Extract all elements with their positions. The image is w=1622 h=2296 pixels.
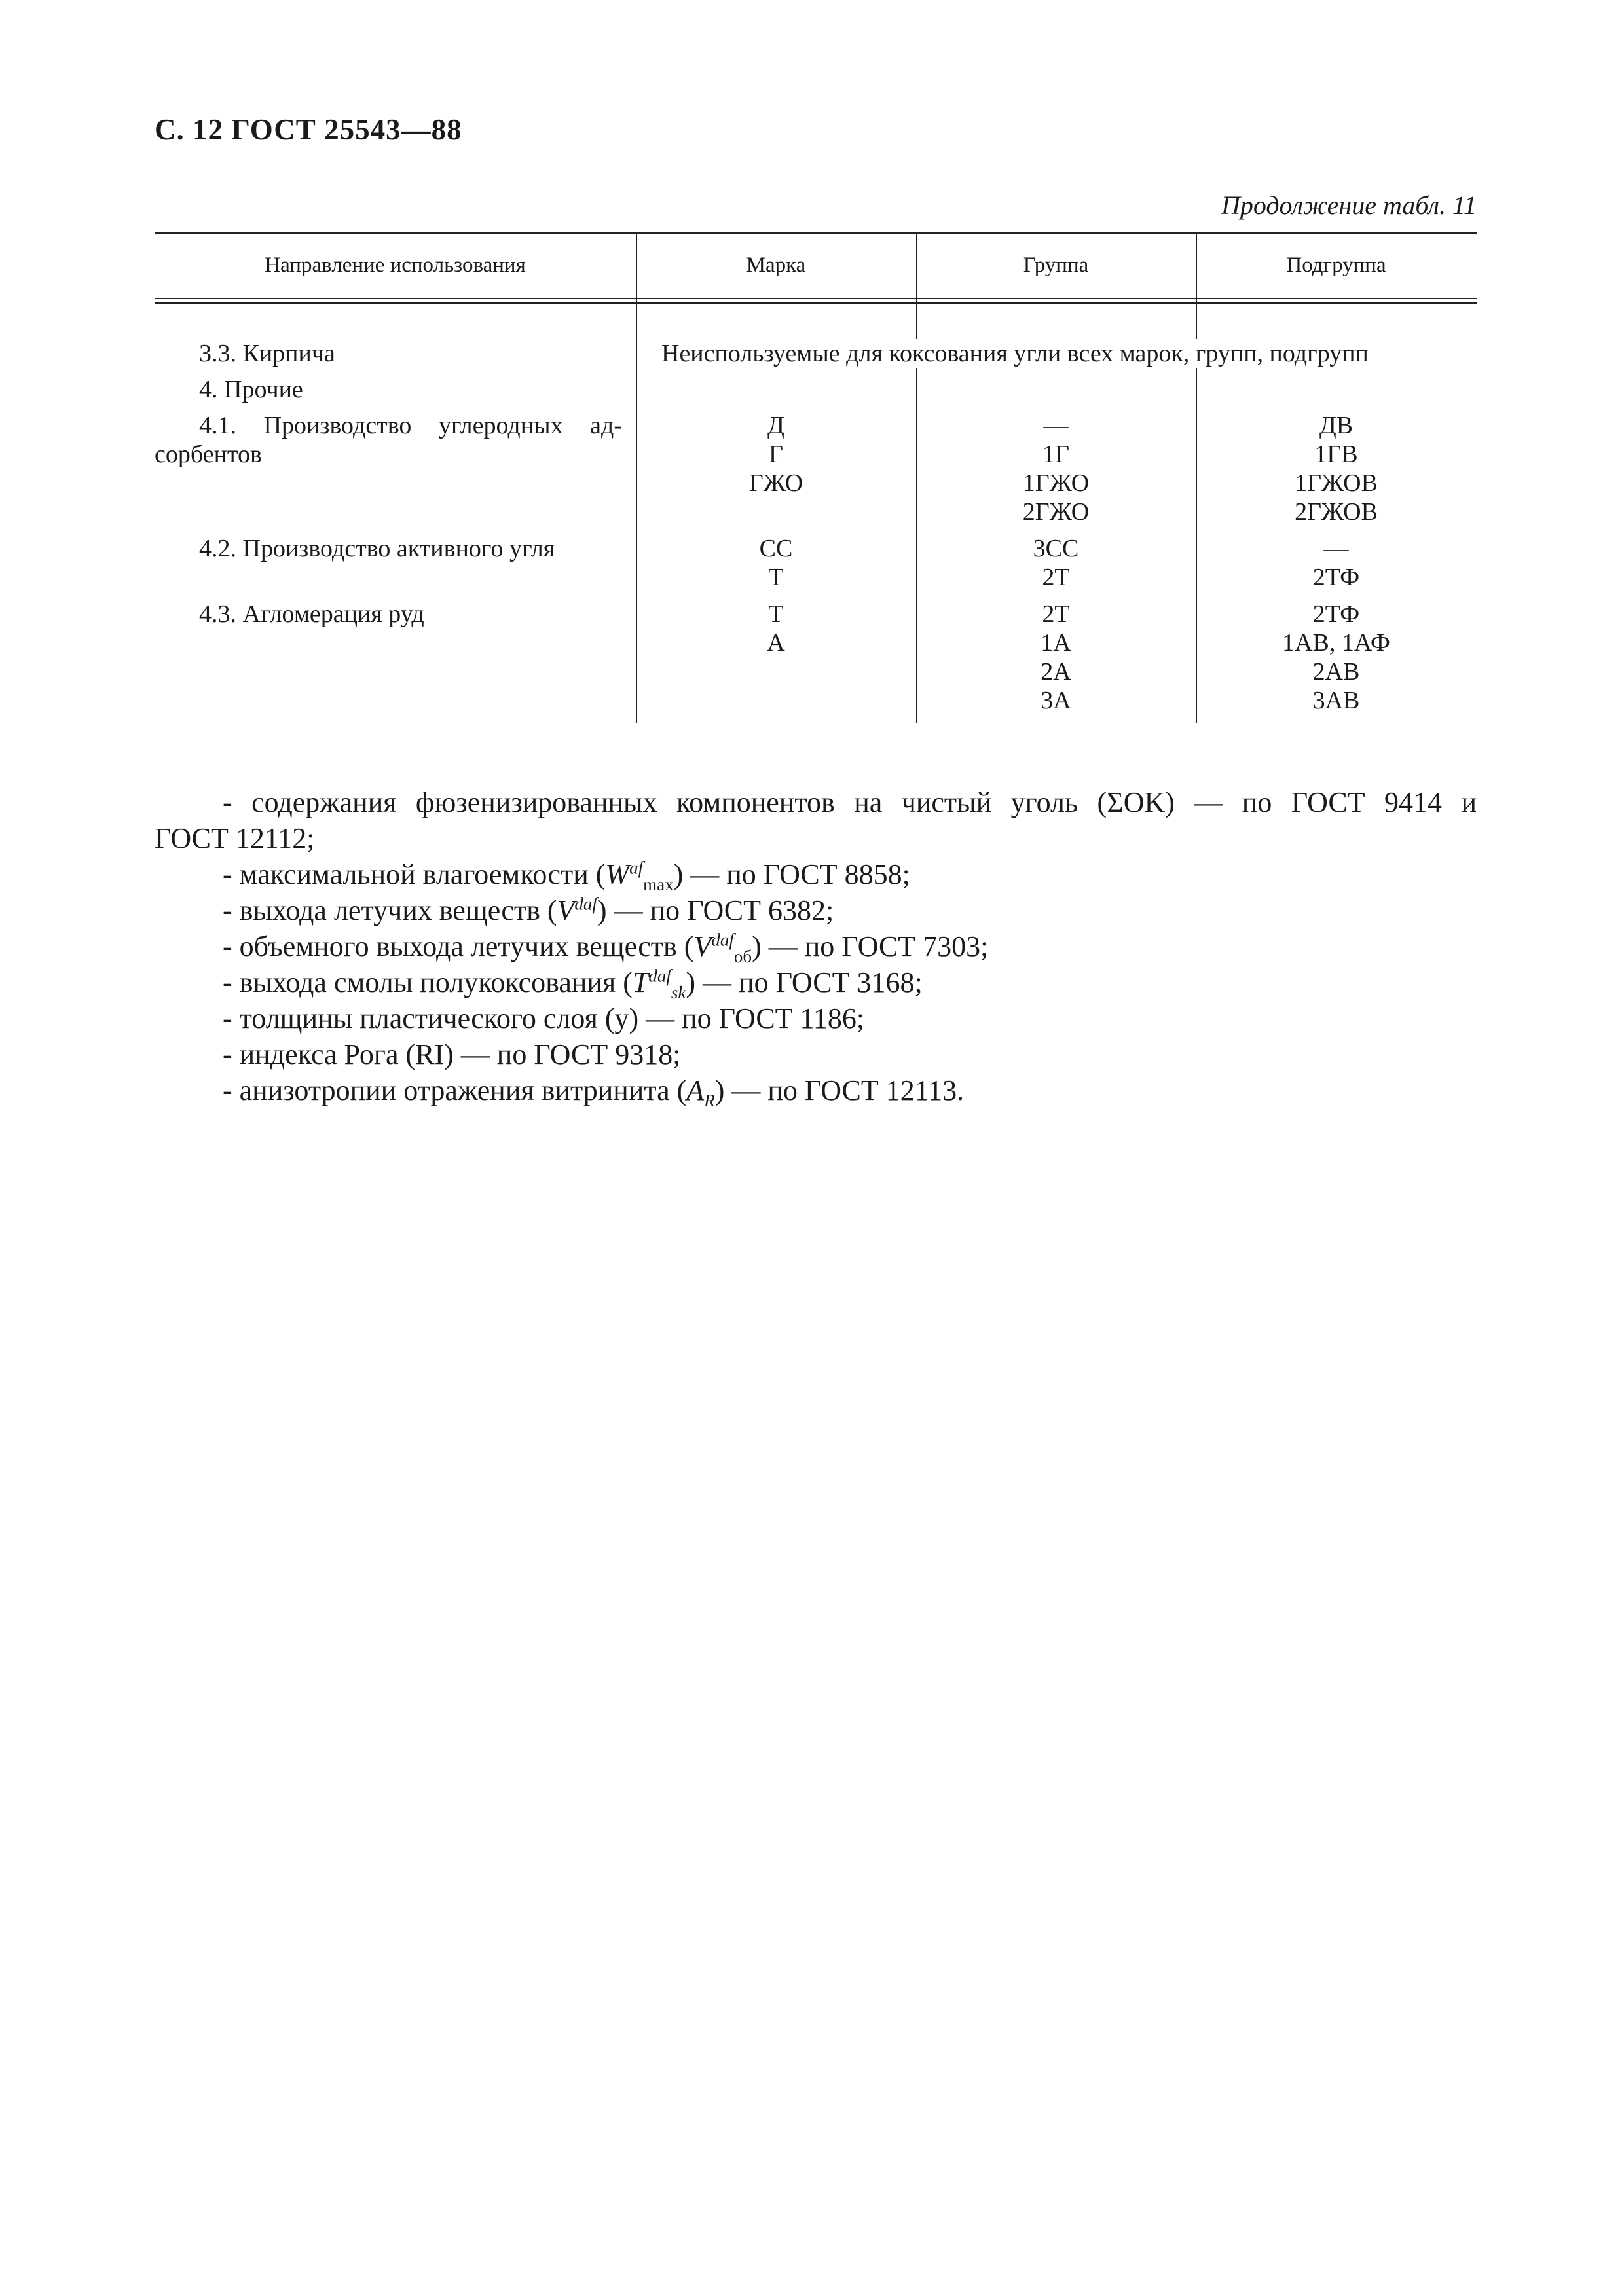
method-item: - индекса Рога (RI) — по ГОСТ 9318; <box>223 1038 681 1070</box>
group-cell: 1Г <box>1042 441 1069 468</box>
subgroup-cell: 3АВ <box>1312 687 1360 714</box>
methods-list <box>155 784 1477 1108</box>
method-item: - анизотропии отражения витринита $(A_R)$ — по ГОСТ 12113. <box>223 1074 965 1110</box>
subgroup-cell: 1ГЖОВ <box>1295 469 1378 497</box>
method-item: - максимальной влагоемкости $(W^{af}_{max})$ — по ГОСТ 8858; <box>223 858 910 894</box>
subgroup-cell: 1АВ, 1АФ <box>1282 629 1390 657</box>
group-cell: 3А <box>1041 687 1071 714</box>
mark-cell: Д <box>767 412 784 439</box>
header-subgroup: Подгруппа <box>1286 253 1386 277</box>
table-continuation-label: Продолжение табл. 11 <box>1221 191 1477 220</box>
subgroup-cell: — <box>1323 535 1349 562</box>
row-direction: 4.3. Агломерация руд <box>199 600 424 628</box>
page-header: С. 12 ГОСТ 25543—88 <box>155 113 462 146</box>
group-cell: 2Т <box>1042 564 1070 591</box>
group-cell: 1ГЖО <box>1022 469 1090 497</box>
method-item-continued: ГОСТ 12112; <box>155 822 315 854</box>
method-item: - объемного выхода летучих веществ $(V^{daf}_{об})$ — по ГОСТ 7303; <box>223 930 989 966</box>
method-item: - толщины пластического слоя (y) — по ГОСТ 1186; <box>223 1002 865 1034</box>
row-direction: 4.2. Производство активного угля <box>199 535 555 562</box>
mark-cell: Т <box>768 600 784 628</box>
header-group: Группа <box>1023 253 1089 277</box>
mark-cell: ГЖО <box>748 469 803 497</box>
group-cell: 3СС <box>1033 535 1079 562</box>
row-direction: 3.3. Кирпича <box>199 340 335 367</box>
subgroup-cell: 2АВ <box>1312 658 1360 685</box>
mark-cell: СС <box>759 535 793 562</box>
group-cell: 1А <box>1041 629 1071 657</box>
group-cell: 2Т <box>1042 600 1070 628</box>
group-cell: 2ГЖО <box>1022 498 1090 526</box>
method-item: - содержания фюзенизированных компонентов на чистый уголь (ΣOK) — по ГОСТ 9414 и <box>223 786 1477 818</box>
header-direction: Направление использования <box>265 253 526 277</box>
group-cell: — <box>1043 412 1069 439</box>
method-item: - выхода смолы полукоксования $(T^{daf}_{sk})$ — по ГОСТ 3168; <box>223 966 923 1002</box>
mark-cell: Г <box>769 441 783 468</box>
mark-cell: А <box>767 629 785 657</box>
subgroup-cell: 2ТФ <box>1312 564 1360 591</box>
subgroup-cell: ДВ <box>1319 412 1354 439</box>
coal-usage-table <box>155 232 1477 723</box>
row-spanning-note: Неиспользуемые для коксования угли всех марок, групп, подгрупп <box>659 339 1371 368</box>
group-cell: 2А <box>1041 658 1071 685</box>
table-header-rule <box>155 298 1477 304</box>
row-direction: 4. Прочие <box>199 376 303 403</box>
header-mark: Марка <box>746 253 806 277</box>
subgroup-cell: 2ТФ <box>1312 600 1360 628</box>
subgroup-cell: 2ГЖОВ <box>1295 498 1378 526</box>
mark-cell: Т <box>768 564 784 591</box>
row-direction: 4.1. Производство углеродных ад- <box>199 412 622 439</box>
table-top-rule <box>155 232 1477 234</box>
row-direction-continued: сорбентов <box>155 441 262 468</box>
subgroup-cell: 1ГВ <box>1314 441 1358 468</box>
method-item: - выхода летучих веществ $(V^{daf})$ — по ГОСТ 6382; <box>223 894 834 926</box>
